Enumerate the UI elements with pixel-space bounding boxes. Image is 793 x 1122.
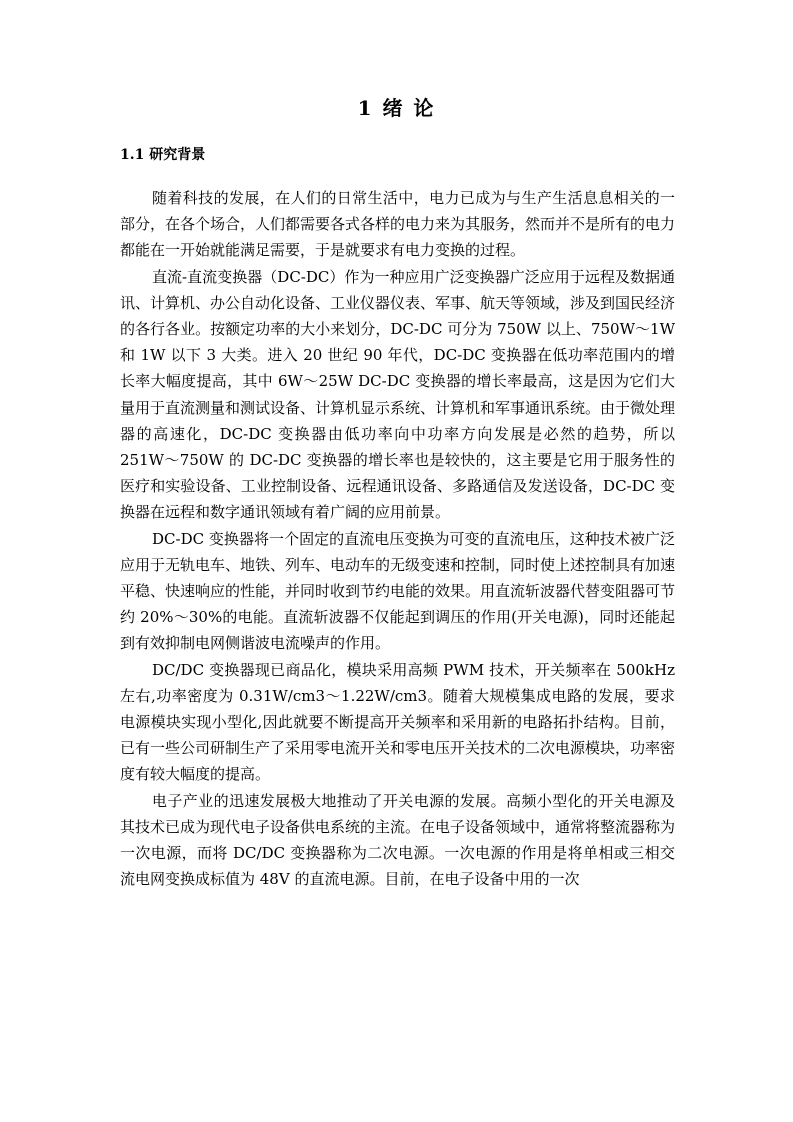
paragraph: 随着科技的发展，在人们的日常生活中，电力已成为与生产生活息息相关的一部分，在各个场合，人们都需要各式各样的电力来为其服务，然而并不是所有的电力都能在一开始就能满足需要，于是就要求有电力变换的过程。 bbox=[120, 189, 676, 260]
chapter-title: 1 绪 论 bbox=[357, 96, 436, 120]
section-title: 1.1 研究背景 bbox=[120, 147, 206, 163]
paragraph: DC/DC 变换器现已商品化，模块采用高频 PWM 技术，开关频率在 500kHz 左右,功率密度为 0.31W/cm3～1.22W/cm3。随着大规模集成电路的发展，要求电源模块实现小型化,因此就要不断提高开关频率和采用新的电路拓扑结构。目前，已有一些公司研制生产了采用零电流开关和零电压开关技术的二次电源模块，功率密度有较大幅度的提高。 bbox=[120, 660, 676, 784]
paragraph: 电子产业的迅速发展极大地推动了开关电源的发展。高频小型化的开关电源及其技术已成为现代电子设备供电系统的主流。在电子设备领域中，通常将整流器称为一次电源，而将 DC/DC 变换器称为二次电源。一次电源的作用是将单相或三相交流电网变换成标值为 48V 的直流电源。目前，在电子设备中用的一次 bbox=[120, 791, 676, 889]
paragraph: 直流-直流变换器（DC-DC）作为一种应用广泛变换器广泛应用于远程及数据通讯、计算机、办公自动化设备、工业仪器仪表、军事、航天等领域，涉及到国民经济的各行各业。按额定功率的大小来划分，DC-DC 可分为 750W 以上、750W～1W 和 1W 以下 3 大类。进入 20 世纪 90 年代，DC-DC 变换器在低功率范围内的增长率大幅度提高，其中 6W～25W DC-DC 变换器的增长率最高，这是因为它们大量用于直流测量和测试设备、计算机显示系统、计算机和军事通讯系统。由于微处理器的高速化，DC-DC 变换器由低功率向中功率方向发展是必然的趋势，所以 251W～750W 的 DC-DC 变换器的增长率也是较快的，这主要是它用于服务性的医疗和实验设备、工业控制设备、远程通讯设备、多路通信及发送设备，DC-DC 变换器在远程和数字通讯领域有着广阔的应用前景。 bbox=[120, 267, 676, 522]
body-text bbox=[120, 185, 675, 892]
paragraph: DC-DC 变换器将一个固定的直流电压变换为可变的直流电压，这种技术被广泛应用于无轨电车、地铁、列车、电动车的无级变速和控制，同时使上述控制具有加速平稳、快速响应的性能，并同时收到节约电能的效果。用直流斩波器代替变阻器可节约 20%～30%的电能。直流斩波器不仅能起到调压的作用(开关电源)，同时还能起到有效抑制电网侧谐波电流噪声的作用。 bbox=[120, 529, 676, 653]
